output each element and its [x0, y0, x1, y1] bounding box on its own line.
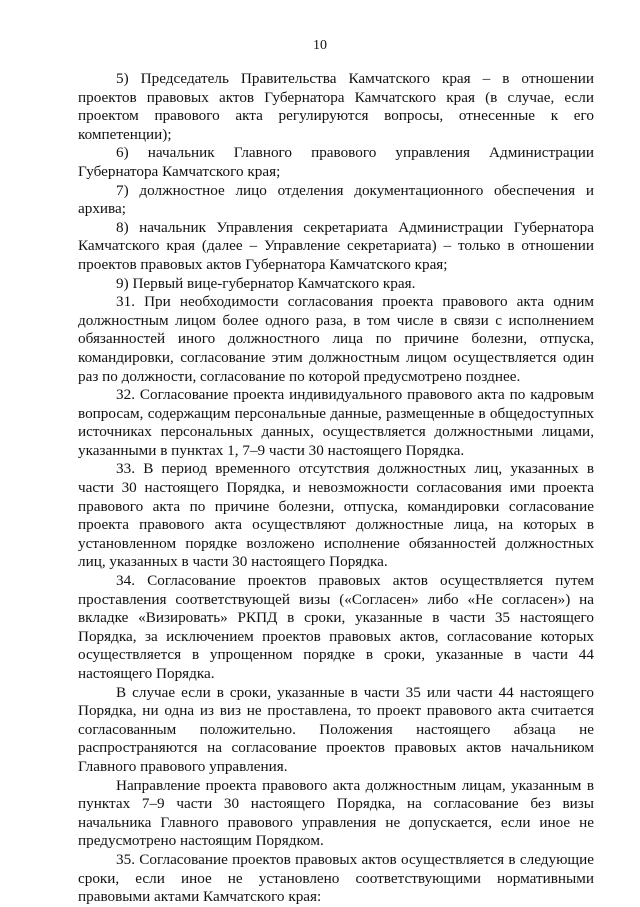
paragraph-section-33: 33. В период временного отсутствия должностных лиц, указанных в части 30 настоящего Порядка, и невозможности согласования ими проекта правового акта по причине болезни, отпуска, командировки согласование проекта правового акта осуществляют должностные лица, на которых в установленном порядке возложено исполнение обязанностей должностных лиц, указанных в части 30 настоящего Порядка.: [78, 460, 594, 571]
paragraph-item-7: 7) должностное лицо отделения документационного обеспечения и архива;: [78, 181, 594, 218]
page-number: 10: [313, 38, 327, 53]
paragraph-section-34-part-3: Направление проекта правового акта должностным лицам, указанным в пунктах 7–9 части 30 настоящего Порядка, на согласование без визы начальника Главного правового управления не допускается, если иное не предусмотрено настоящим Порядком.: [78, 776, 594, 850]
paragraph-section-34: 34. Согласование проектов правовых актов осуществляется путем проставления соответствующей визы («Согласен» либо «Не согласен») на вкладке «Визировать» РКПД в сроки, указанные в части 35 настоящего Порядка, за исключением проектов правовых актов, согласование которых осуществляется в упрощенном порядке в сроки, указанные в части 44 настоящего Порядка.: [78, 572, 594, 682]
paragraph-item-5: 5) Председатель Правительства Камчатского края – в отношении проектов правовых актов Губернатора Камчатского края (в случае, если проектом правового акта регулируются вопросы, отнесенные к его компетенции);: [78, 70, 594, 143]
paragraph-section-34-part-2: В случае если в сроки, указанные в части 35 или части 44 настоящего Порядка, ни одна из виз не проставлена, то проект правового акта считается согласованным положительно. Положения настоящего абзаца не распространяются на согласование проектов правовых актов начальником Главного правового управления.: [78, 683, 594, 775]
document-body: [78, 70, 594, 907]
paragraph-section-35: 35. Согласование проектов правовых актов осуществляется в следующие сроки, если иное не установлено соответствующими нормативными правовыми актами Камчатского края:: [78, 850, 594, 906]
paragraph-section-31: 31. При необходимости согласования проекта правового акта одним должностным лицом более одного раза, в том числе в связи с исполнением обязанностей иного должностного лица по причине болезни, отпуска, командировки, согласование этим должностным лицом осуществляется один раз по должности, согласование по которой предусмотрено позднее.: [78, 293, 594, 385]
paragraph-item-8: 8) начальник Управления секретариата Администрации Губернатора Камчатского края (далее – Управление секретариата) – только в отношении проектов правовых актов Губернатора Камчатского края;: [78, 218, 594, 273]
paragraph-item-6: 6) начальник Главного правового управления Администрации Губернатора Камчатского края;: [78, 144, 594, 180]
paragraph-item-9: 9) Первый вице-губернатор Камчатского края.: [116, 274, 416, 292]
paragraph-section-32: 32. Согласование проекта индивидуального правового акта по кадровым вопросам, содержащим персональные данные, размещенные в общедоступных источниках персональных данных, осуществляется должностными лицами, указанными в пунктах 1, 7–9 части 30 настоящего Порядка.: [78, 386, 594, 459]
